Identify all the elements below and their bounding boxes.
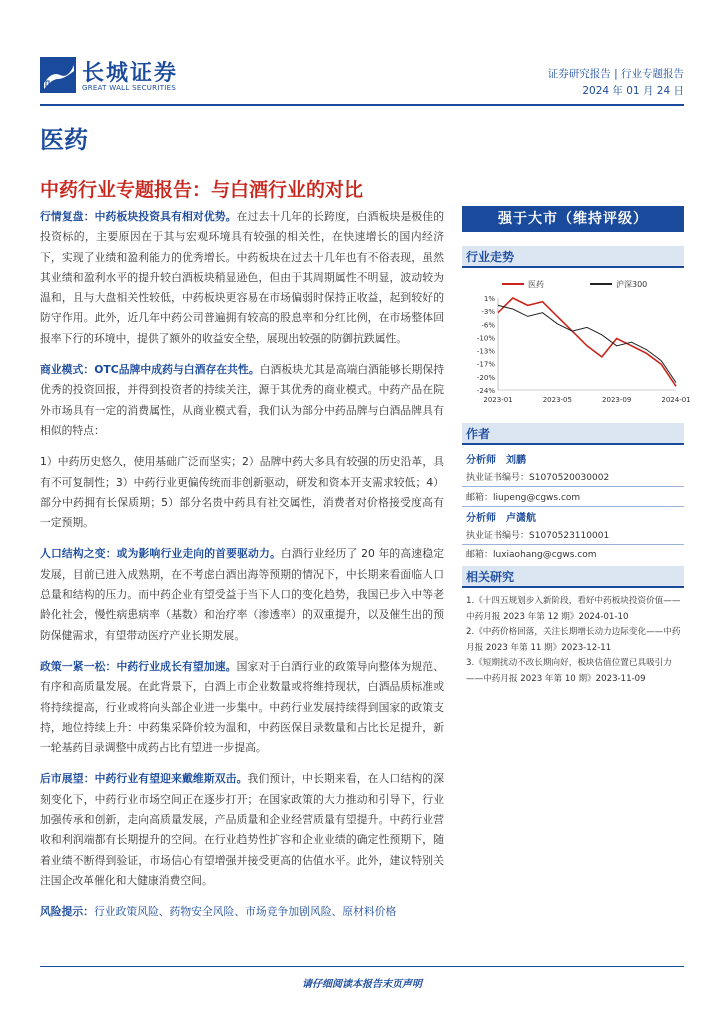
industry-label: 医药 [40, 126, 88, 154]
paragraph-body: 在过去十几年的长跨度，白酒板块是极佳的投资标的，主要原因在于其与宏观环境具有较强的相关性，在快速增长的国内经济下，实现了业绩和盈利能力的优秀增长。中药板块在过去十几年也有不俗表现，虽然其业绩和盈利水平的提升较白酒板块稍显逊色，但由于其周期属性不明显，波动较为温和，且与大盘相关性较低，中药板块更容易在市场偏弱时保持正收益，起到较好的防守作用。此外，近几年中药公司普遍拥有较高的股息率和分红比例，在市场整体回报率下行的环境中，提供了额外的收益安全垫，展现出较强的防御抗跌属性。 [40, 210, 445, 345]
paragraph [40, 360, 444, 441]
y-tick-label: -3% [481, 308, 495, 317]
report-meta [548, 66, 684, 100]
cert-label: 执业证书编号： [466, 531, 530, 541]
analyst-2-name [466, 509, 536, 524]
y-tick-label: -13% [476, 347, 495, 356]
y-tick-label: -10% [476, 334, 495, 343]
email-label: 邮箱： [466, 550, 494, 560]
y-tick-label: -17% [476, 360, 495, 369]
divider [462, 486, 684, 487]
related-report-link[interactable]: 2.《中药价格回落，关注长期增长动力边际变化——中药月报 2023 年第 11 期》2023-12-11 [466, 627, 681, 653]
paragraph [40, 657, 444, 758]
report-type: 证券研究报告 | 行业专题报告 [547, 68, 684, 80]
paragraph-heading: 行情复盘：中药板块投资具有相对优势。 [40, 210, 237, 223]
logo-text: 长城证券 [82, 61, 179, 86]
analyst-1-cert [466, 470, 609, 483]
y-tick-label: -24% [476, 387, 495, 395]
company-logo [40, 57, 190, 95]
paragraph-body: 1）中药历史悠久，使用基础广泛而坚实；2）品牌中药大多具有较强的历史沿革，具有不可复制性；3）中药行业更偏传统而非创新驱动，研发和资本开支需求较低；4）部分中药拥有长保质期；5）部分名贵中药具有社交属性，消费者对价格接受度高有一定预期。 [40, 455, 444, 530]
email-link[interactable]: liupeng@cgws.com [493, 493, 581, 503]
legend-label: 医药 [528, 280, 544, 289]
series-line-pharma [498, 298, 676, 386]
paragraph-body: 行业政策风险、药物安全风险、市场竞争加剧风险、原材料价格 [93, 905, 397, 919]
analyst-1-name [466, 451, 526, 466]
analyst-role: 分析师 [466, 455, 496, 466]
report-title: 中药行业专题报告：与白酒行业的对比 [40, 179, 364, 201]
report-date: 2024 年 01 月 24 日 [582, 85, 684, 97]
cert-number: S1070520030002 [529, 473, 610, 483]
cert-label: 执业证书编号： [466, 473, 530, 483]
paragraph [40, 544, 444, 645]
analyst-1-email[interactable] [466, 490, 580, 503]
related-research-list [466, 594, 684, 688]
y-tick-label: -6% [481, 321, 495, 330]
x-tick-label: 2023-05 [542, 396, 572, 404]
related-report-link[interactable]: 1.《十四五规划步入新阶段，看好中药板块投资价值——中药月报 2023 年第 12 期》2024-01-10 [466, 596, 681, 622]
footer-disclaimer: 请仔细阅读本报告末页声明 [302, 979, 422, 990]
analyst-name: 刘鹏 [506, 455, 526, 466]
cert-number: S1070523110001 [529, 531, 610, 541]
related-section-title: 相关研究 [462, 566, 684, 588]
y-tick-label: 1% [483, 295, 495, 303]
main-content [40, 207, 444, 934]
paragraph [40, 769, 444, 891]
paragraph-body: 白酒板块尤其是高端白酒能够长期保持优秀的投资回报，并得到投资者的持续关注，源于其优秀的商业模式。中药产品在院外市场具有一定的消费属性，从商业模式看，我们认为部分中药品牌与白酒品牌具有相似的特点： [40, 363, 444, 437]
paragraph-heading: 风险提示： [40, 905, 94, 919]
analyst-2-cert [466, 528, 609, 541]
paragraph-body: 白酒行业经历了 20 年的高速稳定发展，目前已进入成熟期，在不考虑白酒出海等预期的情况下，中长期来看面临人口总量和结构的压力。而中药企业有望受益于当下人口的变化趋势，我国已步入中等老龄化社会，慢性病患病率（基数）和治疗率（渗透率）的双重提升，以及催生出的预防保健需求，有望带动医疗产业长期发展。 [40, 547, 444, 642]
paragraph-heading: 政策一紧一松：中药行业成长有望加速。 [40, 659, 237, 673]
divider [462, 506, 684, 507]
authors-section-title: 作者 [462, 423, 684, 445]
email-label: 邮箱： [466, 493, 494, 503]
related-report-link[interactable]: 3.《短期扰动不改长期向好，板块估值位置已具吸引力——中药月报 2023 年第 10 期》2023-11-09 [466, 658, 672, 684]
x-tick-label: 2023-01 [483, 396, 513, 404]
paragraph-heading: 商业模式：OTC品牌中成药与白酒存在共性。 [40, 363, 260, 377]
trend-section-title: 行业走势 [462, 246, 684, 268]
legend-label: 沪深300 [616, 280, 648, 289]
paragraph-heading: 后市展望：中药行业有望迎来戴维斯双击。 [40, 772, 248, 786]
paragraph [40, 902, 444, 922]
x-tick-label: 2023-09 [602, 396, 632, 404]
divider [462, 544, 684, 545]
great-wall-logo-icon [40, 57, 76, 93]
paragraph-body: 我们预计，中长期来看，在人口结构的深刻变化下，中药行业市场空间正在逐步打开；在国家政策的大力推动和引导下，行业加强传承和创新，走向高质量发展，产品质量和企业经营质量有望提升。中药行业营收和利润端都有长期提升的空间。在行业趋势性扩容和企业业绩的确定性预期下，随着业绩不断得到验证，市场信心有望增强并接受更高的估值水平。此外，建议特别关注国企改革催化和大健康消费空间。 [40, 772, 445, 887]
series-line-csi300 [498, 305, 676, 382]
x-tick-label: 2024-01 [661, 396, 691, 404]
rating-badge: 强于大市（维持评级） [462, 206, 684, 232]
paragraph [40, 207, 444, 349]
header-divider [40, 104, 684, 106]
analyst-role: 分析师 [466, 513, 496, 524]
y-tick-label: -20% [476, 373, 495, 382]
analyst-name: 卢潇航 [506, 513, 536, 524]
footer-divider [40, 966, 684, 967]
analyst-2-email[interactable] [466, 547, 597, 560]
logo-english: GREAT WALL SECURITIES [82, 84, 177, 92]
paragraph-body: 国家对于白酒行业的政策导向整体为规范、有序和高质量发展。在此背景下，白酒上市企业数量或将维持现状，白酒品质标准或将持续提高，行业或将向头部企业进一步集中。中药行业发展持续得到国家的政策支持，地位持续上升：中药集采降价较为温和，中药医保目录数量和占比长足提升，新一轮基药目录调整中成药占比有望进一步提高。 [40, 659, 445, 755]
industry-trend-chart [462, 272, 691, 417]
paragraph [40, 452, 444, 533]
email-link[interactable]: luxiaohang@cgws.com [493, 550, 597, 560]
paragraph-heading: 人口结构之变：或为影响行业走向的首要驱动力。 [40, 547, 281, 561]
